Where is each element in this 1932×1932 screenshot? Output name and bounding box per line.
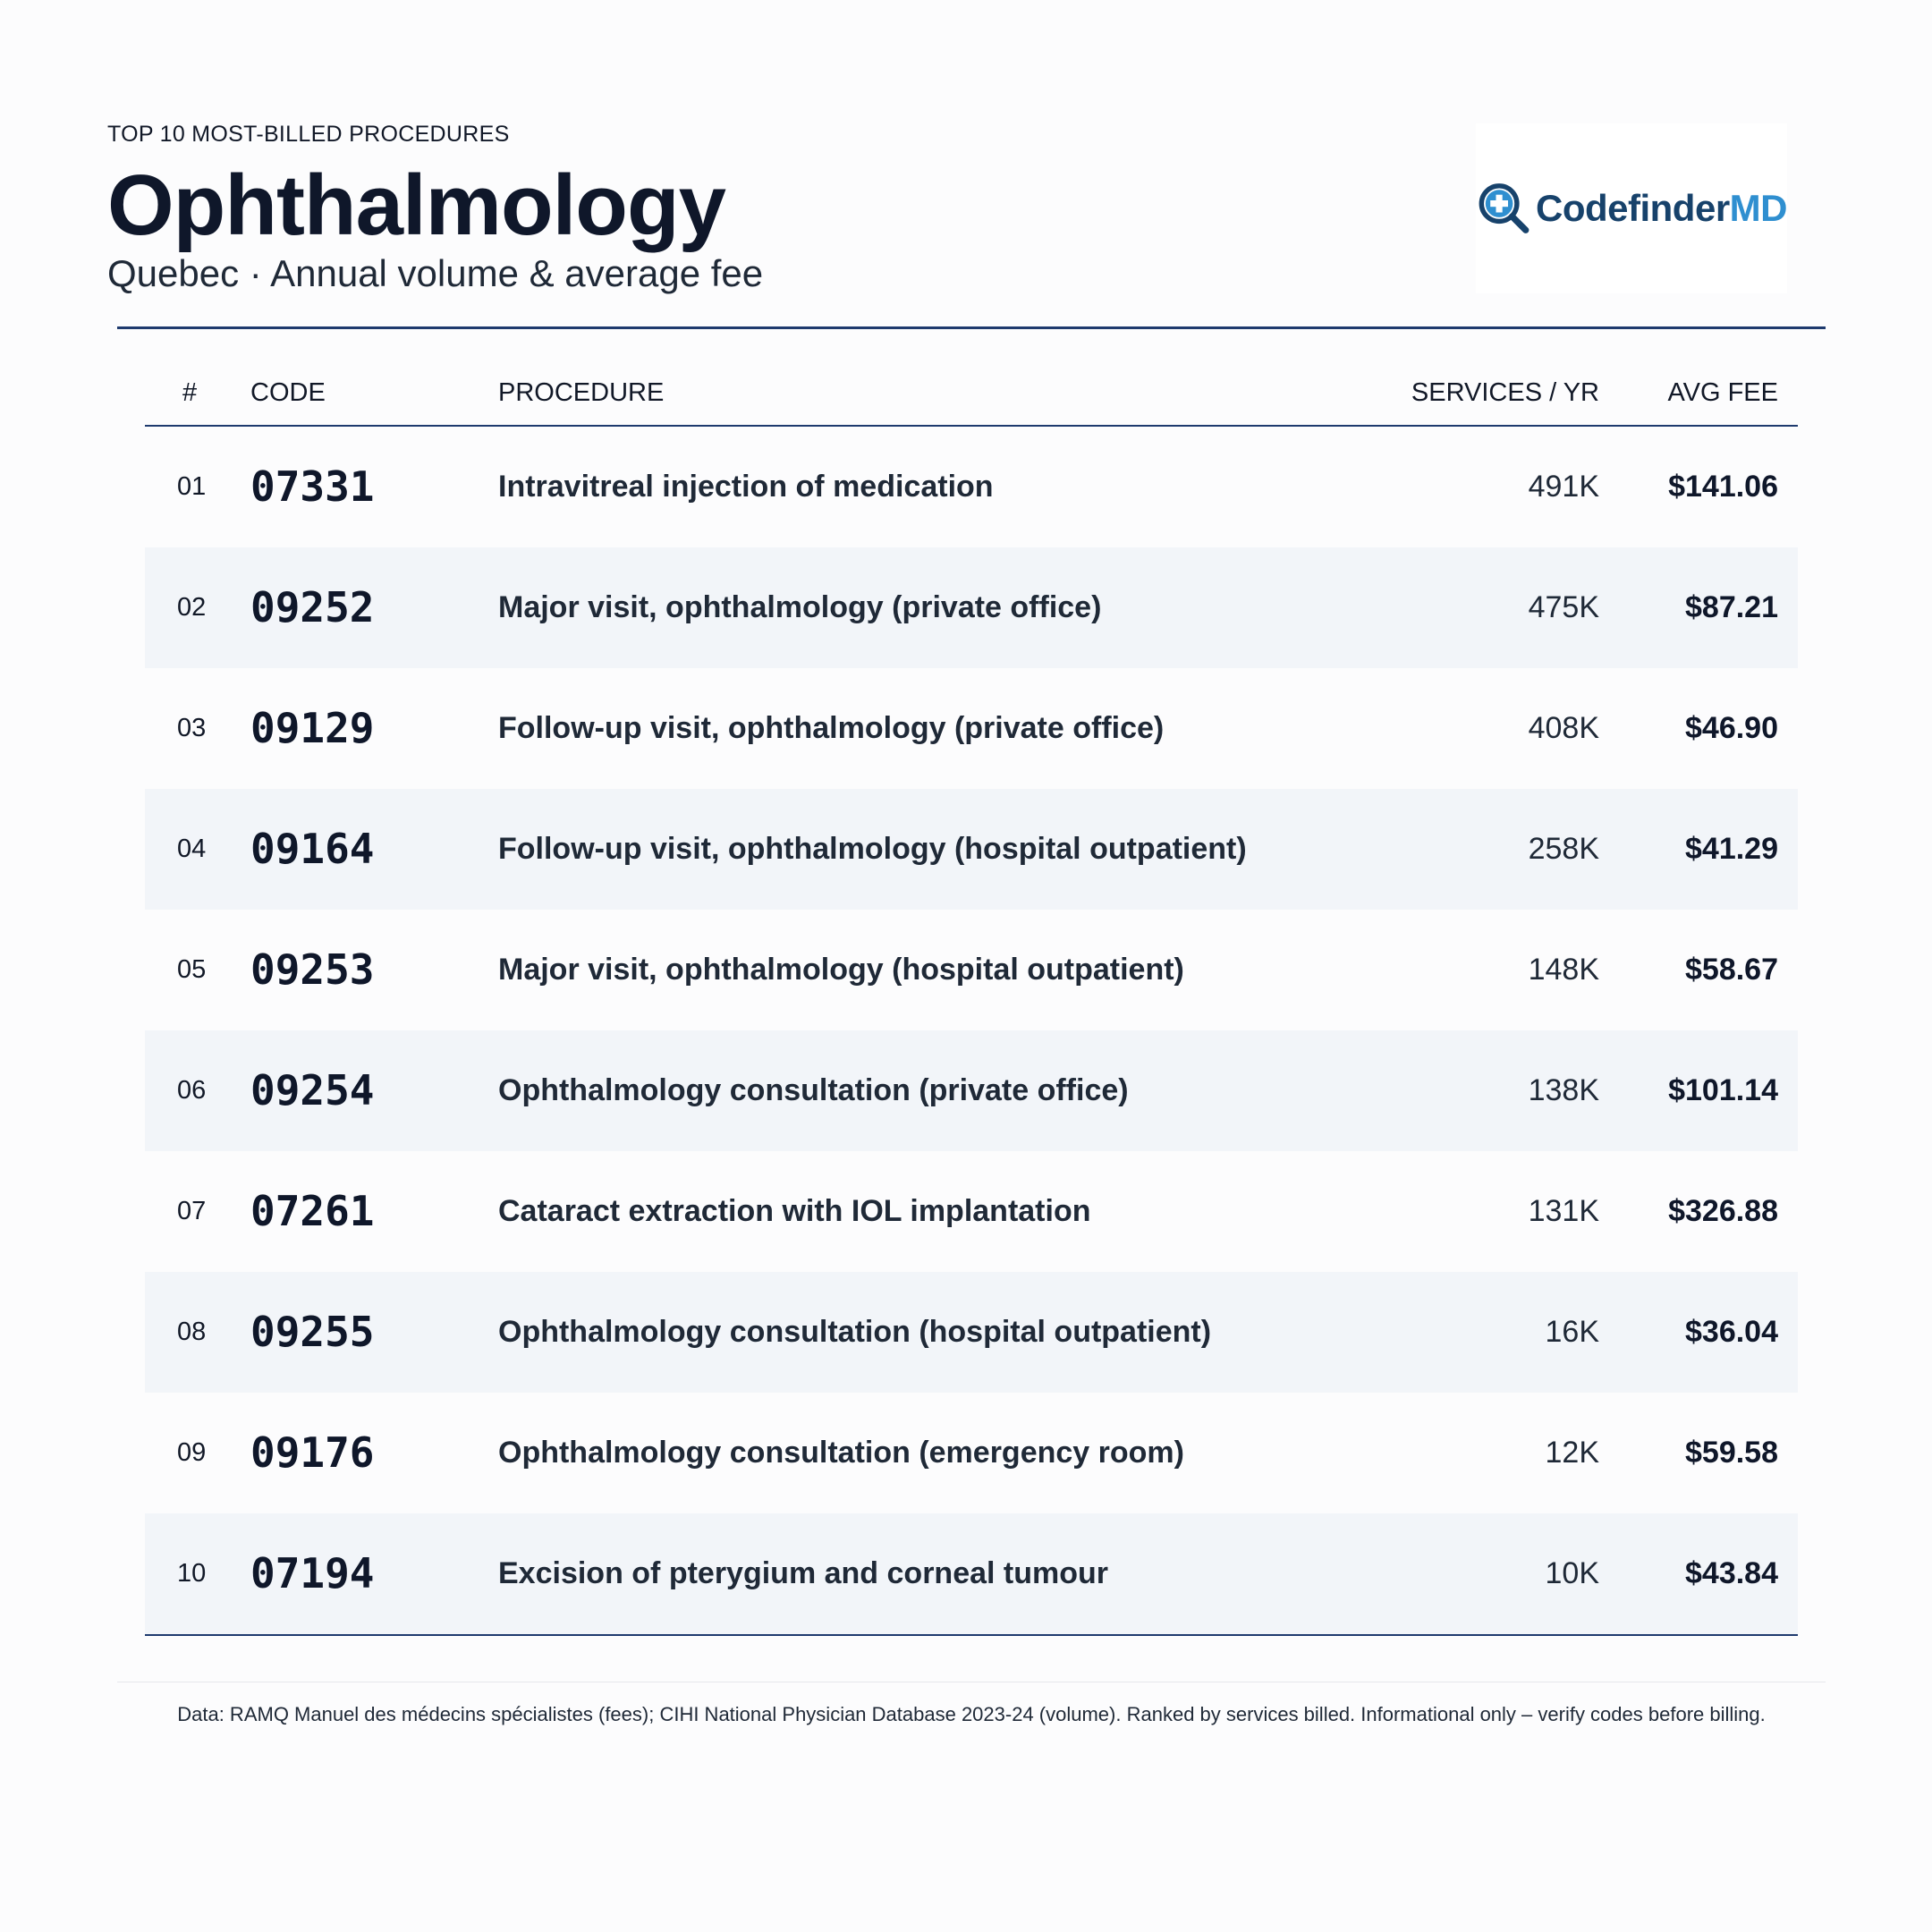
- row-code: 07261: [250, 1187, 375, 1235]
- row-fee: $58.67: [1685, 953, 1778, 987]
- row-procedure: Follow-up visit, ophthalmology (hospital outpatient): [498, 832, 1247, 866]
- row-services: 408K: [1528, 711, 1599, 745]
- row-rank: 01: [177, 472, 207, 501]
- procedures-table: [145, 362, 1798, 1636]
- logo-text: [1536, 187, 1787, 230]
- row-services: 16K: [1545, 1315, 1599, 1349]
- table-bottom-rule: [145, 1634, 1798, 1636]
- row-rank: 05: [177, 955, 207, 984]
- table-row: [145, 1151, 1798, 1272]
- row-code: 07194: [250, 1549, 375, 1597]
- row-code: 09254: [250, 1066, 375, 1114]
- row-fee: $87.21: [1685, 590, 1778, 624]
- row-fee: $43.84: [1685, 1556, 1778, 1590]
- row-services: 138K: [1528, 1073, 1599, 1107]
- row-services: 10K: [1545, 1556, 1599, 1590]
- table-row: [145, 910, 1798, 1030]
- header-divider: [117, 326, 1826, 329]
- header-num: #: [182, 378, 198, 407]
- table-row: [145, 1272, 1798, 1393]
- row-rank: 08: [177, 1318, 207, 1346]
- row-procedure: Follow-up visit, ophthalmology (private office): [498, 711, 1165, 745]
- table-row: [145, 668, 1798, 789]
- header-services: SERVICES / YR: [1411, 378, 1599, 407]
- row-procedure: Ophthalmology consultation (hospital outpatient): [498, 1315, 1212, 1349]
- row-fee: $46.90: [1685, 711, 1778, 745]
- row-rank: 09: [177, 1438, 207, 1467]
- row-fee: $36.04: [1685, 1315, 1778, 1349]
- row-procedure: Ophthalmology consultation (private office): [498, 1073, 1129, 1107]
- row-rank: 06: [177, 1076, 207, 1105]
- row-procedure: Excision of pterygium and corneal tumour: [498, 1556, 1108, 1590]
- table-row: [145, 547, 1798, 668]
- row-procedure: Ophthalmology consultation (emergency room): [498, 1436, 1184, 1470]
- row-code: 09176: [250, 1428, 375, 1477]
- row-fee: $326.88: [1668, 1194, 1778, 1228]
- row-fee: $141.06: [1668, 470, 1778, 504]
- row-services: 148K: [1528, 953, 1599, 987]
- row-rank: 02: [177, 593, 207, 622]
- header-procedure: PROCEDURE: [498, 378, 665, 407]
- page-subtitle: Quebec · Annual volume & average fee: [107, 252, 764, 294]
- row-code: 09129: [250, 704, 375, 752]
- table-header: [145, 362, 1798, 427]
- row-rank: 03: [177, 714, 207, 742]
- row-procedure: Cataract extraction with IOL implantation: [498, 1194, 1091, 1228]
- row-code: 09252: [250, 583, 375, 631]
- table-row: [145, 789, 1798, 910]
- footnote: Data: RAMQ Manuel des médecins spécialistes (fees); CIHI National Physician Database 2023-24 (volume). Ranked by services billed. Informational only – verify codes before billing.: [177, 1703, 1766, 1725]
- row-fee: $101.14: [1668, 1073, 1778, 1107]
- row-services: 131K: [1528, 1194, 1599, 1228]
- row-fee: $41.29: [1685, 832, 1778, 866]
- table-row: [145, 427, 1798, 547]
- header-fee: AVG FEE: [1667, 378, 1778, 407]
- row-code: 09253: [250, 945, 375, 994]
- row-code: 09164: [250, 825, 375, 873]
- row-procedure: Major visit, ophthalmology (hospital outpatient): [498, 953, 1184, 987]
- row-services: 475K: [1528, 590, 1599, 624]
- row-rank: 10: [177, 1559, 207, 1588]
- row-services: 12K: [1545, 1436, 1599, 1470]
- row-procedure: Major visit, ophthalmology (private office): [498, 590, 1102, 624]
- logo-text-part1: Codefinder: [1536, 187, 1730, 229]
- page-title: Ophthalmology: [107, 157, 725, 253]
- row-services: 491K: [1528, 470, 1599, 504]
- table-row: [145, 1513, 1798, 1634]
- row-code: 09255: [250, 1308, 375, 1356]
- row-services: 258K: [1528, 832, 1599, 866]
- logo-text-part2: MD: [1729, 187, 1787, 229]
- row-procedure: Intravitreal injection of medication: [498, 470, 994, 504]
- eyebrow: TOP 10 MOST-BILLED PROCEDURES: [107, 122, 510, 147]
- row-rank: 07: [177, 1197, 207, 1225]
- row-rank: 04: [177, 835, 207, 863]
- header: [107, 116, 1825, 331]
- table-row: [145, 1030, 1798, 1151]
- logo: [1476, 123, 1787, 293]
- table-row: [145, 1393, 1798, 1513]
- magnifier-plus-icon: [1476, 177, 1532, 240]
- row-code: 07331: [250, 462, 375, 511]
- header-code: CODE: [250, 378, 326, 407]
- row-fee: $59.58: [1685, 1436, 1778, 1470]
